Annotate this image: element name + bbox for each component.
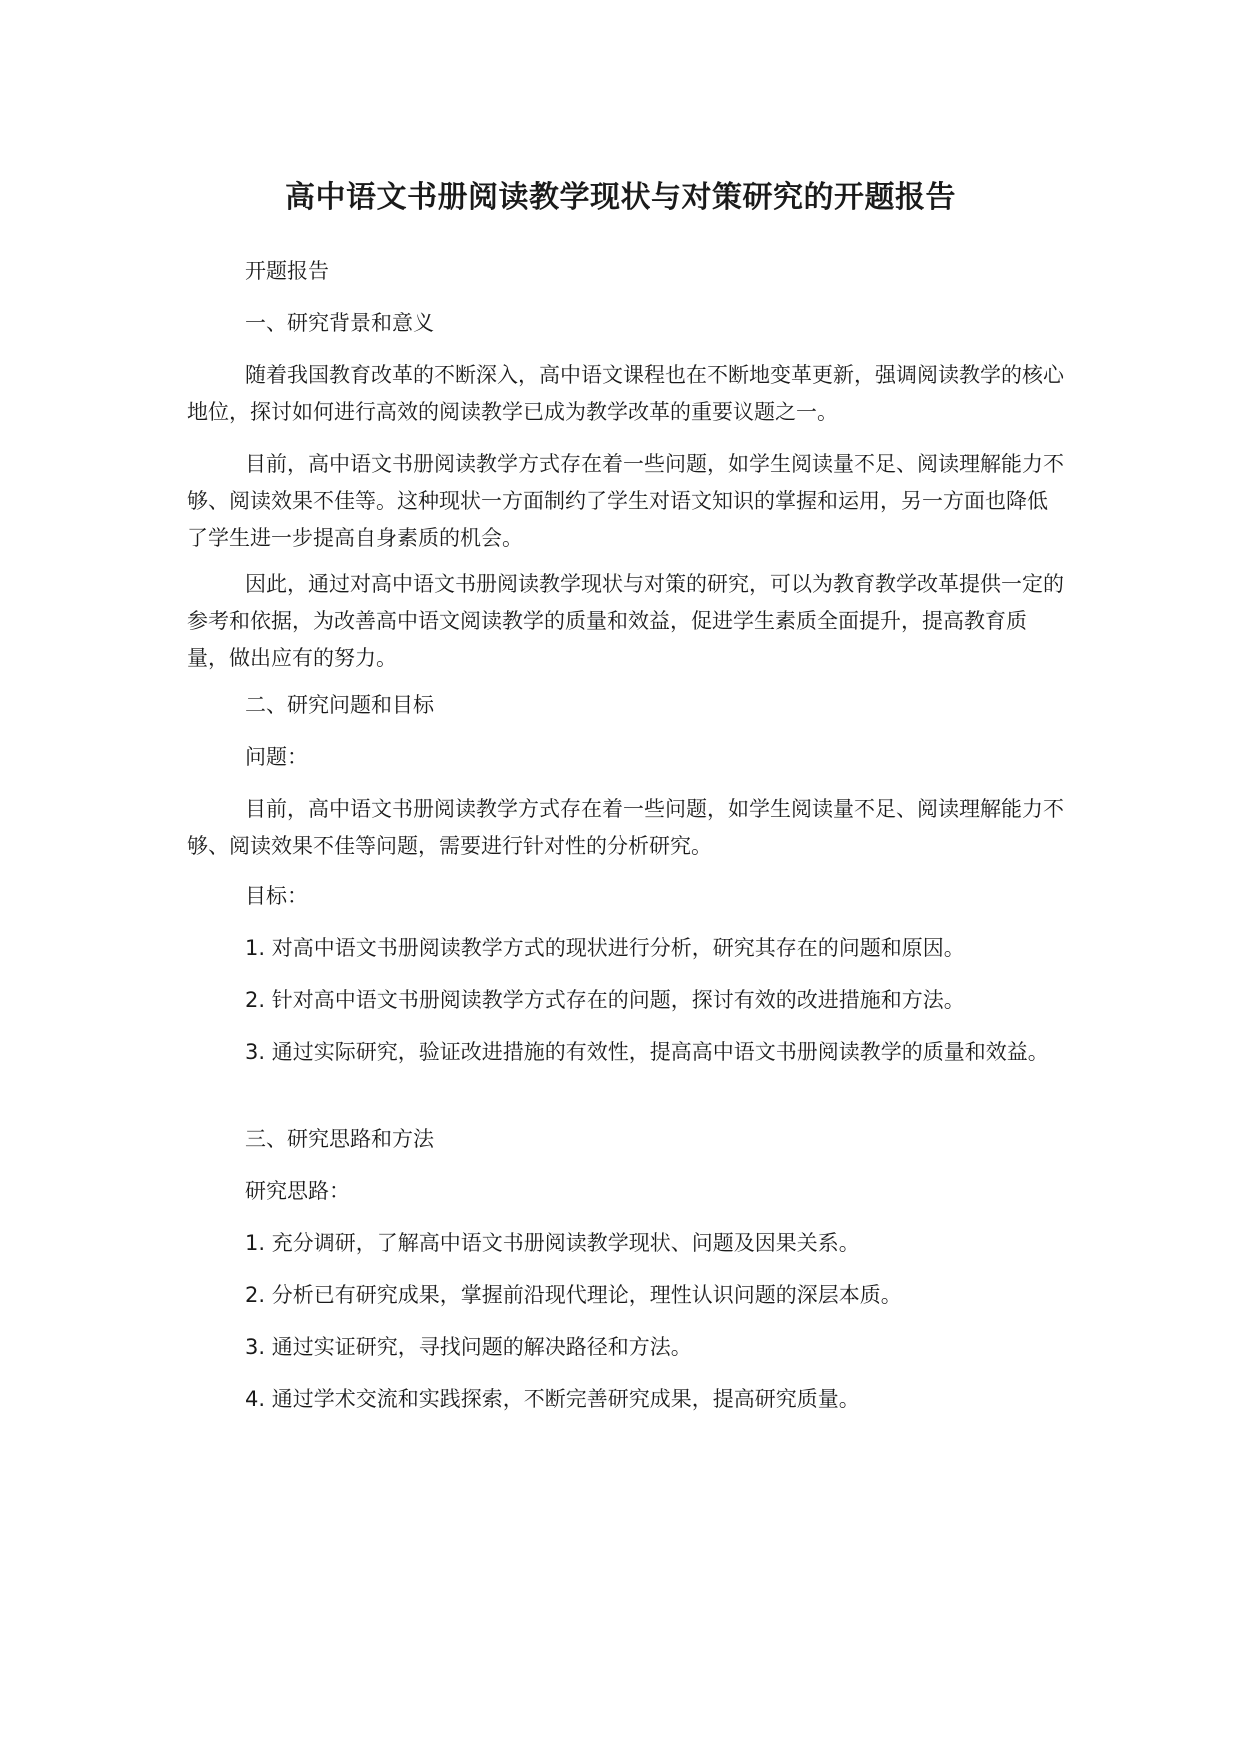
- label-research-approach: 研究思路：: [245, 1179, 350, 1203]
- approach-item-3: 3. 通过实证研究，寻找问题的解决路径和方法。: [245, 1335, 692, 1359]
- paragraph-heading-report: 开题报告: [245, 259, 329, 283]
- paragraph-significance: 因此，通过对高中语文书册阅读教学现状与对策的研究，可以为教育教学改革提供一定的参考和依据，为改善高中语文阅读教学的质量和效益，促进学生素质全面提升，提高教育质量，做出应有的努力。: [187, 572, 1064, 670]
- section-heading-2: 二、研究问题和目标: [245, 693, 434, 717]
- goal-item-3: 3. 通过实际研究，验证改进措施的有效性，提高高中语文书册阅读教学的质量和效益。: [245, 1040, 1049, 1064]
- approach-item-4: 4. 通过学术交流和实践探索，不断完善研究成果，提高研究质量。: [245, 1387, 860, 1411]
- label-goals: 目标：: [245, 884, 308, 908]
- approach-item-1: 1. 充分调研，了解高中语文书册阅读教学现状、问题及因果关系。: [245, 1231, 860, 1255]
- goal-item-1: 1. 对高中语文书册阅读教学方式的现状进行分析，研究其存在的问题和原因。: [245, 936, 965, 960]
- goal-item-2: 2. 针对高中语文书册阅读教学方式存在的问题，探讨有效的改进措施和方法。: [245, 988, 965, 1012]
- approach-item-2: 2. 分析已有研究成果，掌握前沿现代理论，理性认识问题的深层本质。: [245, 1283, 902, 1307]
- paragraph-problem: 目前，高中语文书册阅读教学方式存在着一些问题，如学生阅读量不足、阅读理解能力不够、阅读效果不佳等问题，需要进行针对性的分析研究。: [187, 797, 1064, 858]
- paragraph-background: 随着我国教育改革的不断深入，高中语文课程也在不断地变革更新，强调阅读教学的核心地位，探讨如何进行高效的阅读教学已成为教学改革的重要议题之一。: [187, 363, 1064, 424]
- label-problem: 问题：: [245, 745, 308, 769]
- section-heading-1: 一、研究背景和意义: [245, 311, 434, 335]
- section-heading-3: 三、研究思路和方法: [245, 1127, 434, 1151]
- paragraph-current-situation: 目前，高中语文书册阅读教学方式存在着一些问题，如学生阅读量不足、阅读理解能力不够、阅读效果不佳等。这种现状一方面制约了学生对语文知识的掌握和运用，另一方面也降低了学生进一步提高自身素质的机会。: [187, 452, 1064, 550]
- document-title: 高中语文书册阅读教学现状与对策研究的开题报告: [285, 180, 956, 215]
